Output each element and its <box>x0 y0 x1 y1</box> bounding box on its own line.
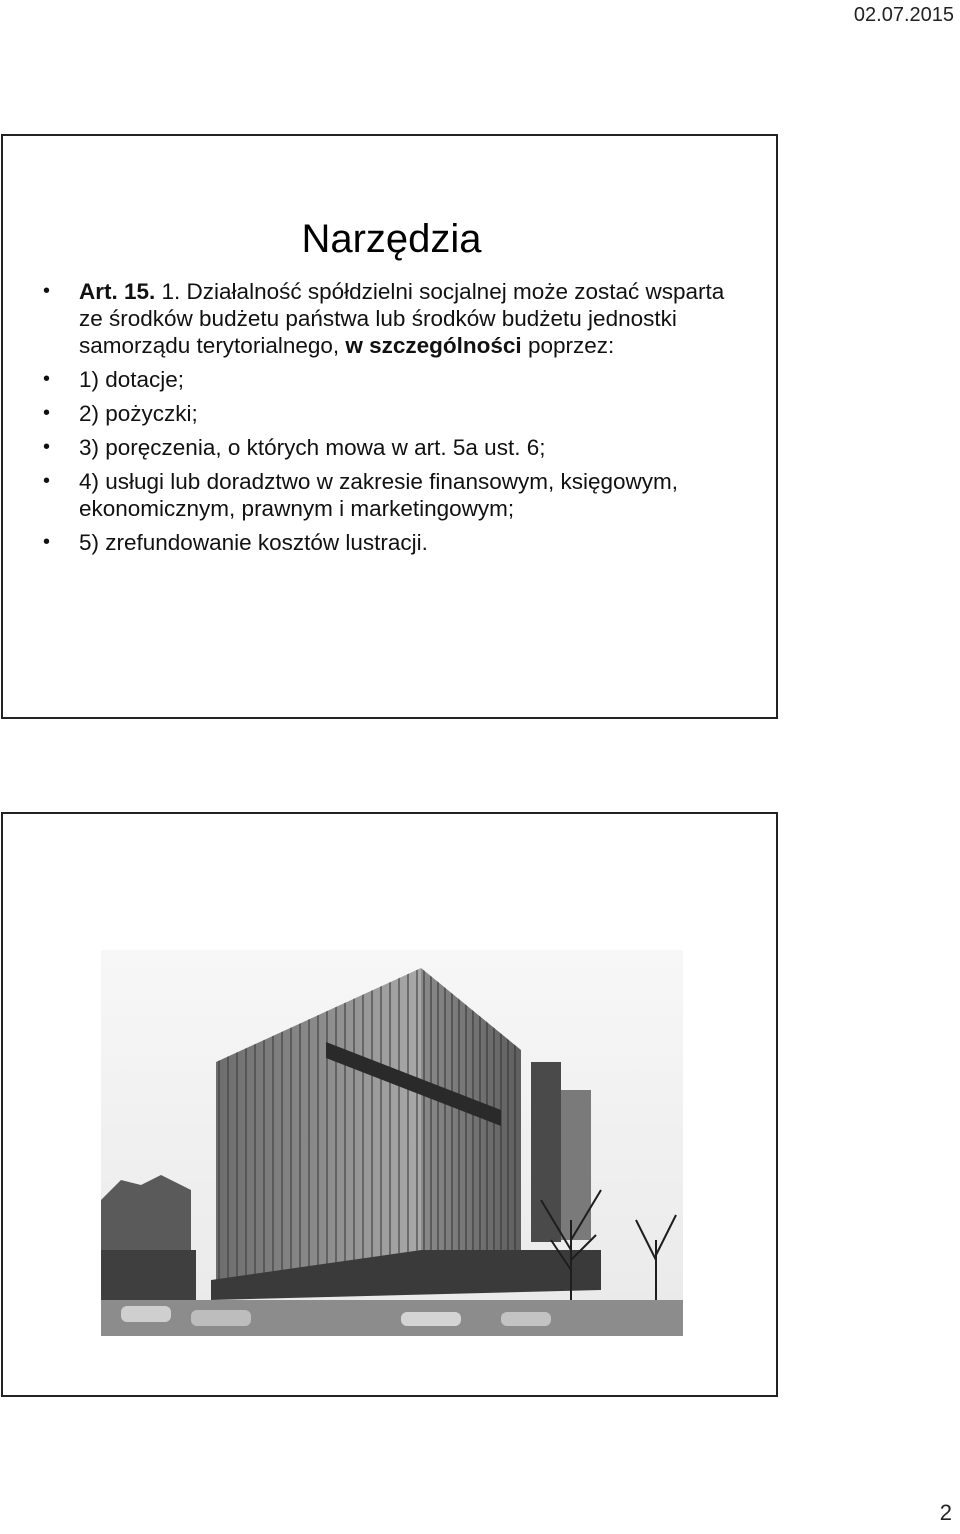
list-item: • 3) poręczenia, o których mowa w art. 5a ust. 6; <box>39 434 739 461</box>
building-illustration <box>101 950 683 1336</box>
list-item: • 4) usługi lub doradztwo w zakresie finansowym, księgowym, ekonomicznym, prawnym i marketingowym; <box>39 468 739 522</box>
slide-title: Narzędzia <box>301 216 482 261</box>
building-photo <box>101 950 683 1336</box>
slide-narzedzia <box>1 134 778 719</box>
article-reference: Art. 15. <box>79 279 156 304</box>
article-suffix: poprzez: <box>521 333 615 358</box>
page-date: 02.07.2015 <box>853 4 954 26</box>
slide-photo <box>1 812 778 1397</box>
list-item: • 5) zrefundowanie kosztów lustracji. <box>39 529 739 556</box>
list-item <box>39 278 739 359</box>
page-number: 2 <box>939 1500 952 1525</box>
article-text: 1. Działalność spółdzielni socjalnej może zostać wsparta ze środków budżetu państwa lub środków budżetu jednostki samorządu terytorialnego, <box>79 279 725 358</box>
emphasis-text: w szczególności <box>345 333 522 358</box>
bullet-list <box>39 278 739 563</box>
list-item: • 1) dotacje; <box>39 366 739 393</box>
list-item: • 2) pożyczki; <box>39 400 739 427</box>
